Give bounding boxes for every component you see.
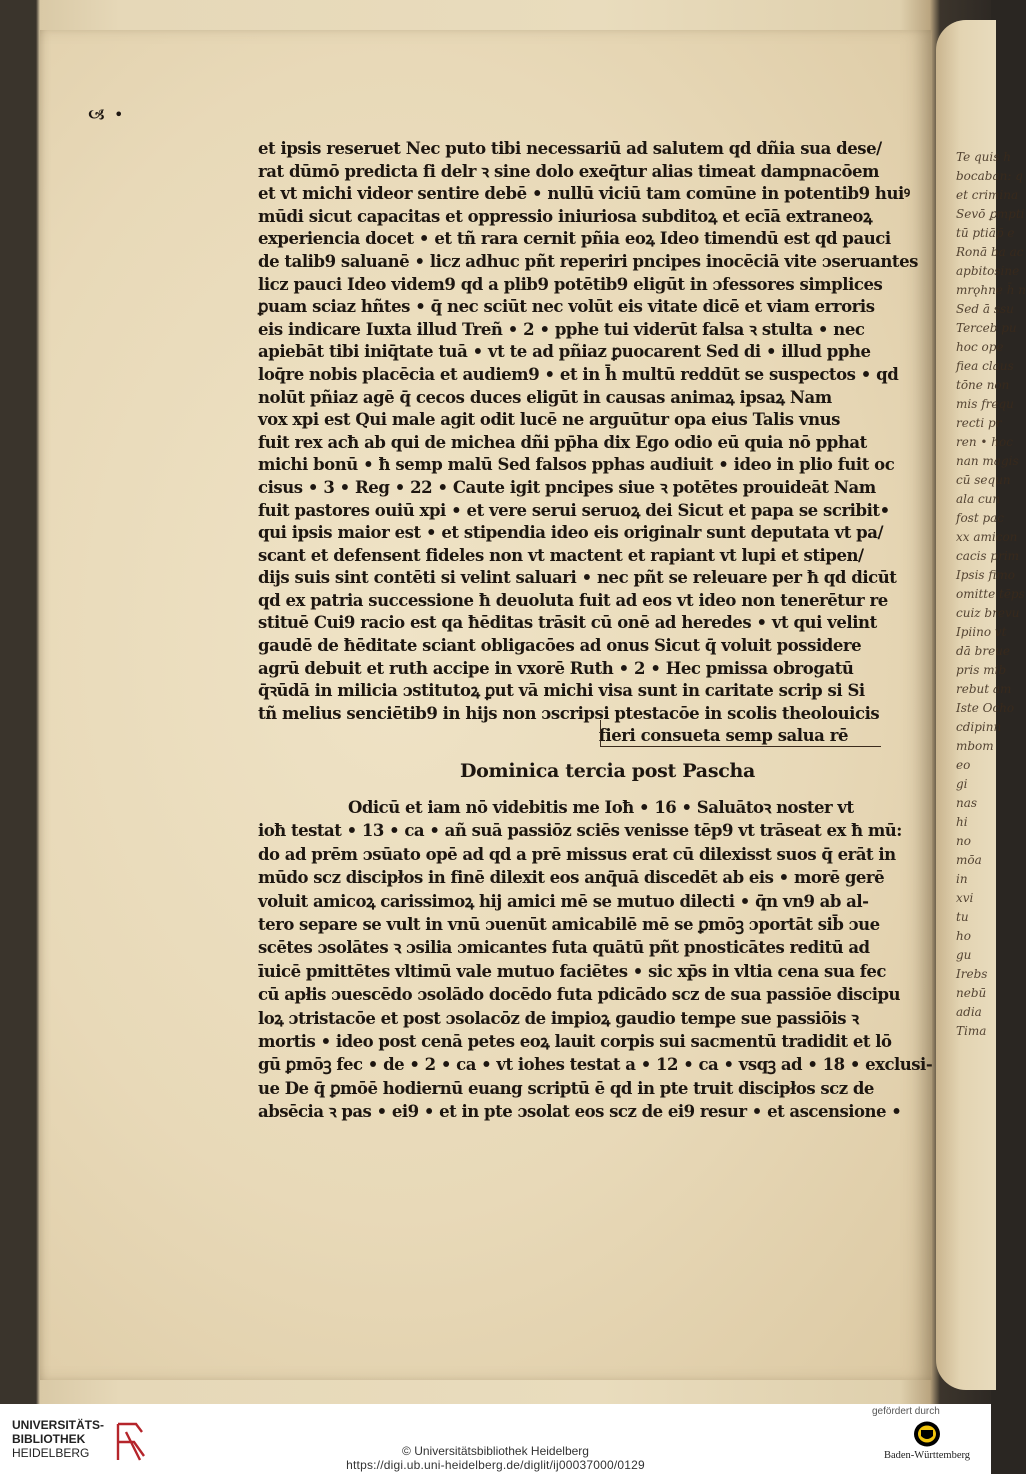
next-page-text-line: recti pr [956, 416, 1002, 430]
text-line: q̄ꝛūdā in milicia ɔstitutoꝝ ꝑut vā michi visa sunt in caritate scrip si Si [258, 681, 865, 701]
next-page-text-line: rebut am [956, 682, 1012, 696]
text-line: absēcia ꝛ pas • ei9 • et in pte ɔsolat eos scz de ei9 resur • et ascensione • [258, 1102, 902, 1122]
text-line-rubric: fieri consueta semp salua rē [598, 726, 848, 746]
next-page-text-line: apbitosine [956, 264, 1020, 278]
next-page-text-line: mōa [956, 853, 982, 867]
text-line: ioħ testat • 13 • ca • añ suā passiōz sciēs venisse tēp9 vt trāseat ex ħ mū: [258, 821, 902, 841]
next-page-text-line: ala cun [956, 492, 1001, 506]
text-line: tñ melius senciētib9 in hijs non ɔscripsi ptestacōe in scolis theolouicis [258, 703, 880, 723]
next-page-text-line: et crimina [956, 188, 1019, 202]
next-page-text-line: Ipiino vt [956, 625, 1007, 639]
text-line: qui ipsis maior est • et stipendia ideo eis originalr sunt deputata vt pa/ [258, 523, 884, 543]
text-line: Odicū et iam nō videbitis me Ioħ • 16 • Saluātoꝛ noster vt [348, 798, 854, 817]
next-page-text-line: Sed ā ssu [956, 302, 1014, 316]
sponsor-label: gefördert durch [872, 1406, 940, 1417]
permalink-url[interactable]: https://digi.ub.uni-heidelberg.de/diglit/ij00037000/0129 [346, 1458, 645, 1472]
next-page-text-line: eo [956, 758, 971, 772]
text-line: gaudē de ħēditate sciant obligacōes ad onus Sicut q̄ voluit possidere [258, 636, 862, 656]
library-name-line2: BIBLIOTHEK [12, 1432, 86, 1446]
text-line: de talib9 saluanē • licz adhuc pñt reperiri pncipes inocēciā vite ɔseruantes [258, 251, 918, 271]
text-line: scant et defensent fideles non vt mactent et rapiant vt lupi et stipen/ [258, 545, 864, 565]
text-line: cū apłis ɔuescēdo ɔsolādo docēdo futa pdicādo scz de sua passiōe discipu [258, 985, 901, 1005]
text-line: gū ꝑmōꝫ fec • de • 2 • ca • vt iohes testat a • 12 • ca • vsqꝫ ad • 18 • exclusi- [258, 1055, 933, 1075]
next-page-text-line: tū ptiāp̄ e [956, 226, 1015, 240]
text-line: fuit pastores ouiū xpi • et vere serui seruoꝝ dei Sicut et papa se scribit• [258, 500, 890, 520]
next-page-text-line: Iste Ocho [956, 701, 1015, 715]
next-page-text-line: ho [956, 929, 971, 943]
next-page-text-line: bocaban: q [956, 169, 1023, 183]
next-page-text-line: omitte tēps [956, 587, 1025, 601]
text-line: loq̄re nobis placēcia et audiem9 • et in h̄ multū reddūt se suspectos • qd [258, 364, 899, 384]
next-page-text-line: cū sequn [956, 473, 1011, 487]
next-page-text-line: gi [956, 777, 968, 791]
text-line: scētes ɔsolātes ꝛ ɔsilia ɔmicantes futa quātū pñt pnosticātes reditū ad [258, 938, 870, 958]
text-line: cisus • 3 • Reg • 22 • Caute igit pncipes siue ꝛ potētes prouideāt Nam [258, 477, 876, 497]
next-page-text-line: dā breue [956, 644, 1010, 658]
state-coat-of-arms-icon [912, 1420, 942, 1448]
next-page-text-line: Terceb pu [956, 321, 1017, 335]
next-page-text-line: cacis prim [956, 549, 1020, 563]
text-line: fuit rex acħ ab qui de michea dñi pp̄ha dix Ego odio eū quia nō pphat [258, 432, 867, 452]
next-page-text-line: in [956, 872, 968, 886]
paragraph-1 [258, 138, 918, 748]
next-page-text-line: xvi [956, 891, 974, 905]
text-line: experiencia docet • et tñ rara cernit pñia eoꝝ Ideo timendū est qd pauci [258, 229, 891, 249]
page-mark: 🙦 • [88, 105, 126, 124]
text-line: īuicē pmittētes vltimū vale mutuo faciētes • sic xp̄s in vltia cena sua fec [258, 961, 886, 981]
next-page-text-line: mrǫhne h̄ n [956, 283, 1026, 297]
text-line: apiebāt tibi iniq̄tate tuā • vt te ad pñiaz ꝑuocarent Sed di • illud pphe [258, 342, 871, 362]
next-page-text-line: Irebs [956, 967, 988, 981]
copyright-text: © Universitätsbibliothek Heidelberg [402, 1444, 589, 1458]
text-line: nolūt pñiaz agē q̄ cecos duces eligūt in causas animaꝝ ipsaꝝ Nam [258, 387, 832, 407]
next-page-text-line: hi [956, 815, 968, 829]
next-page-text-line: tōne non [956, 378, 1010, 392]
text-line: do ad prēm ɔsūato opē ad qd a prē missus erat cū dilexisst suos q̄ erāt in [258, 844, 896, 864]
text-line: tero separe se vult in vnū ɔuenūt amicabilē mē se ꝑmōꝫ ɔportāt sib̄ ɔue [258, 915, 880, 935]
next-page-text-line: Te quis h [956, 150, 1011, 164]
text-line: qd ex patria successione ħ deuoluta fuit ad eos vt ideo non tenerētur re [258, 590, 888, 610]
next-page-text-line: pris mib [956, 663, 1007, 677]
next-page-text-line: hoc ope [956, 340, 1004, 354]
text-line: vox xpi est Qui male agit odit lucē ne arguūtur opa eius Talis vnus [258, 410, 841, 430]
next-page-text-line: fiea claus [956, 359, 1014, 373]
text-line: licz pauci Ideo videm9 qd a plib9 potētib9 eligūt in ɔfessores simplices [258, 274, 883, 294]
text-line: agrū debuit et ruth accipe in vxorē Ruth • 2 • Hec pmissa obrogatū [258, 658, 854, 678]
next-page-text-line: cuiz brevu [956, 606, 1020, 620]
text-line: voluit amicoꝝ carissimoꝝ hij amici mē se mutuo dilecti • q̄n vn9 ab al- [258, 891, 869, 911]
next-page-text-line: Ronā ba ac [956, 245, 1024, 259]
text-line: eis indicare Iuxta illud Treñ • 2 • pphe tui viderūt falsa ꝛ stulta • nec [258, 319, 865, 339]
rubric-bracket [600, 720, 881, 747]
next-page-text-line: Sevō ꝑmpti [956, 207, 1025, 221]
text-line: ꝑuam sciaz hñtes • q̄ nec sciūt nec volūt eis vitate dicē et viam erroris [258, 297, 875, 317]
sponsor-logo[interactable] [872, 1420, 982, 1468]
text-line: rat dūmō predicta fi delr ꝛ sine dolo exeq̄tur alias timeat dampnacōem [258, 161, 880, 181]
next-page-text-line: no [956, 834, 971, 848]
section-heading: Dominica tercia post Pascha [460, 760, 756, 782]
next-page-text-line: Ipsis fimo [956, 568, 1015, 582]
next-page-text-line: mis frequ [956, 397, 1014, 411]
next-page-text-line: ren • hoc [956, 435, 1013, 449]
library-name-line3: HEIDELBERG [12, 1446, 90, 1460]
text-line: ue De q̄ ꝑmōē hodiernū euang scriptū ē qd in pte truit discipłos scz de [258, 1078, 874, 1098]
next-page-text-line: tu [956, 910, 969, 924]
text-line: et ipsis reseruet Nec puto tibi necessariū ad salutem qd dñia sua dese/ [258, 139, 882, 158]
text-line: loꝝ ɔtristacōe et post ɔsolacōz de impioꝝ gaudio tempe sue passiōis ꝛ [258, 1008, 859, 1028]
next-page-text-line: cdipinn [956, 720, 1002, 734]
library-name-line1: UNIVERSITÄTS- [12, 1418, 105, 1432]
next-page-edge [936, 20, 1026, 1390]
sponsor-name: Baden-Württemberg [883, 1450, 971, 1461]
text-line: mūdo scz discipłos in finē dilexit eos anq̄uā discedēt ab eis • morē gerē [258, 868, 885, 888]
text-line: dijs suis sint contēti si velint saluari • nec pñt se releuare per ħ qd dicūt [258, 568, 897, 588]
paragraph-2 [258, 796, 933, 1124]
next-page-text-line: nas [956, 796, 978, 810]
next-page-text-line: nan magis [956, 454, 1019, 468]
next-page-text-line: nebū [956, 986, 987, 1000]
viewer-footer [0, 1404, 991, 1474]
text-line: stituē Cui9 racio est qa ħēditas trāsit cū onē ad heredes • vt qui velint [258, 613, 877, 633]
text-line: michi bonū • ħ semp malū Sed falsos pphas audiuit • ideo in plio fuit oc [258, 455, 895, 475]
text-line: mortis • ideo post cenā petes eoꝝ lauit corpis sui sacmentū tradidit et lō [258, 1032, 892, 1052]
next-page-text-line: mbom [956, 739, 994, 753]
text-line: mūdi sicut capacitas et oppressio iniuriosa subditoꝝ et ecīā extraneoꝝ [258, 206, 873, 226]
text-line: et vt michi videor sentire debē • nullū viciū tam comūne in potentib9 huiꝰ [258, 184, 910, 204]
next-page-text-line: Tima [956, 1024, 987, 1038]
next-page-text-line: adia [956, 1005, 982, 1019]
next-page-text-line: xx amicon [956, 530, 1018, 544]
next-page-text-line: gu [956, 948, 972, 962]
next-page-text-line: fost pac [956, 511, 1005, 525]
